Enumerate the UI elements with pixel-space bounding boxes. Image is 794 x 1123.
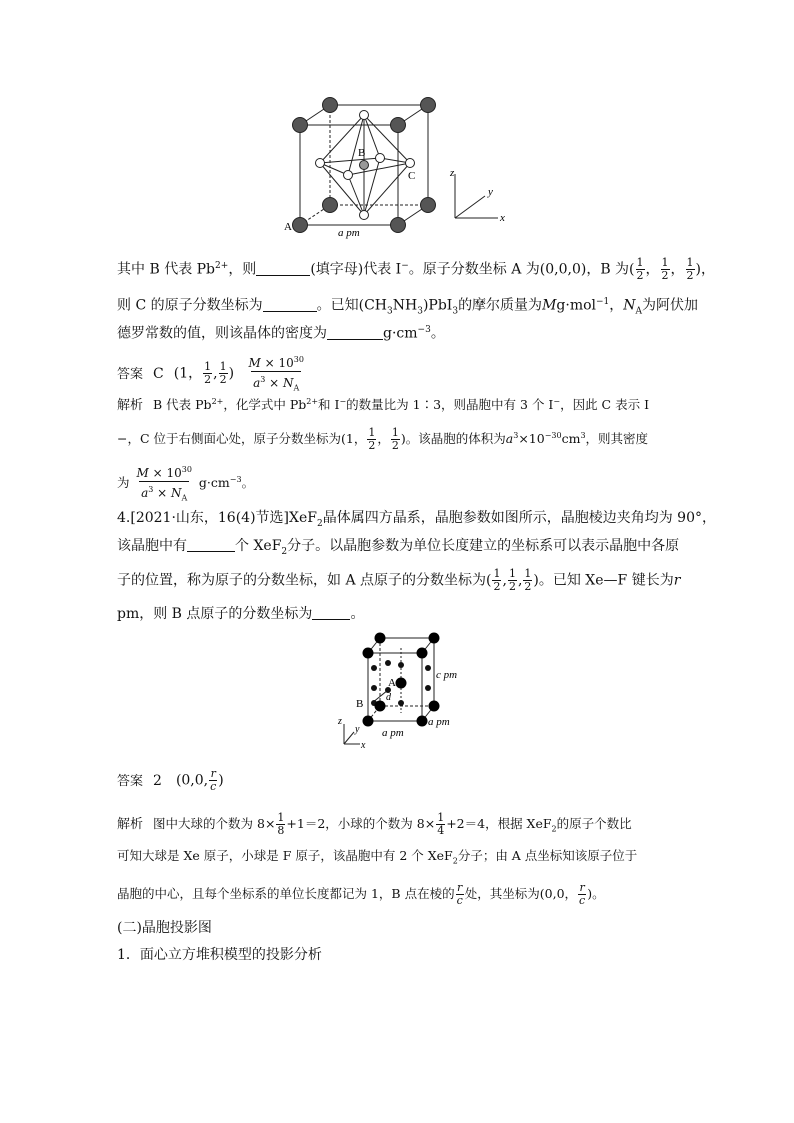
text: 。 [241, 475, 255, 491]
superscript: −3 [417, 325, 431, 335]
bond-length-symbol: r [673, 572, 681, 589]
subscript: 2 [316, 518, 323, 529]
fraction: $\frac{1}{2}$ [636, 256, 644, 283]
density-fraction: $\frac{M \times 10^{30}}{a^3 \times N_A}$ [248, 352, 303, 395]
label-a: A [388, 677, 396, 689]
superscript: 2+ [215, 261, 229, 271]
text: )PbI [422, 297, 453, 314]
text: 的数量比为 1∶3，则晶胞中有 3 个 I [346, 397, 554, 413]
fraction: $\frac{1}{4}$ [437, 811, 445, 837]
text: ，因此 C 表示 I [560, 397, 650, 413]
answer-blank-2 [263, 297, 317, 312]
text: )。已知 Xe—F 键长为 [533, 572, 674, 589]
edge-label: a pm [338, 227, 360, 239]
text: ，化学式中 Pb [223, 397, 307, 413]
superscript: 2+ [211, 397, 224, 406]
text: +1＝2，小球的个数为 8× [286, 816, 436, 831]
lattice-a: a [505, 431, 514, 447]
answer-blank-5 [312, 605, 350, 620]
text: 。已知(CH [316, 297, 388, 314]
density-fraction: $\frac{M \times 10^{30}}{a^3 \times N_A}$ [137, 462, 192, 505]
answer-value: 2 [153, 772, 162, 789]
superscript: − [339, 397, 347, 406]
fraction: $\frac{1}{2}$ [204, 360, 212, 387]
explanation-label: 解析 [117, 817, 144, 832]
fraction: $\frac{r}{c}$ [456, 881, 463, 907]
text: − [117, 431, 128, 447]
fraction: $\frac{1}{2}$ [508, 567, 516, 593]
label-a: A [284, 221, 292, 233]
text: 可知大球是 Xe 原子，小球是 F 原子，该晶胞中有 2 个 XeF [117, 848, 453, 863]
question-4-line-3: 子的位置，称为原子的分数坐标，如 A 点原子的分数坐标为( $\frac{1}{2}$ , $\frac{1}{2}$ , $\frac{1}{2}$ )。已知 Xe—F 键长为r [117, 567, 681, 593]
answer-blank-1 [256, 261, 310, 276]
text: )。该晶胞的体积为 [400, 431, 506, 447]
answer-label: 答案 [117, 366, 144, 382]
question-line-1 [117, 256, 715, 282]
text: 的原子个数比 [556, 816, 632, 831]
text: 为 [117, 475, 130, 491]
answer-blank-3 [327, 325, 383, 340]
text: 处，其坐标为(0,0， [464, 886, 578, 901]
molar-mass-symbol: M [542, 297, 557, 314]
item-title: 1．面心立方堆积模型的投影分析 [117, 947, 322, 963]
item-heading [117, 945, 322, 965]
subscript: 3 [452, 306, 459, 317]
text: NH [392, 297, 418, 314]
axis-z-label: z [450, 167, 455, 179]
explanation-2-line-1 [117, 812, 632, 840]
axis-x-label: x [500, 212, 505, 224]
axis-z-label: z [338, 716, 342, 727]
xef2-cell-figure [330, 628, 480, 753]
subscript: 2 [551, 824, 557, 834]
fraction: $\frac{1}{2}$ [368, 426, 376, 453]
text: 的摩尔质量为 [458, 297, 543, 314]
superscript: − [553, 397, 561, 406]
text: ，则 [228, 261, 257, 278]
answer-letter: C [153, 365, 164, 382]
answer-label: 答案 [117, 773, 144, 789]
text: cm [561, 431, 581, 447]
text: 。 [430, 325, 445, 342]
fraction: $\frac{1}{2}$ [661, 256, 669, 283]
answer-blank-4 [187, 537, 235, 552]
label-c-pm: c pm [436, 669, 458, 681]
label-d: d [386, 692, 391, 703]
text: 晶体属四方晶系，晶胞参数如图所示，晶胞棱边夹角均为 90°， [322, 510, 716, 526]
superscript: −1 [596, 297, 610, 307]
subscript: 3 [417, 306, 423, 317]
text: g·mol [556, 297, 596, 314]
section-title: (二)晶胞投影图 [117, 920, 212, 936]
question-line-2 [117, 292, 698, 321]
text: pm，则 B 点原子的分数坐标为 [117, 606, 313, 622]
superscript: 2+ [306, 397, 319, 406]
fraction: $\frac{1}{2}$ [686, 256, 694, 283]
label-b: B [358, 147, 366, 159]
superscript: −3 [229, 475, 242, 485]
explanation-2-line-2 [117, 846, 637, 872]
section-heading [117, 918, 212, 938]
text: ) [218, 772, 224, 789]
question-4-line-2 [117, 536, 679, 562]
text: ，C 位于右侧面心处，原子分数坐标为(1， [127, 431, 367, 447]
text: 子的位置，称为原子的分数坐标，如 A 点原子的分数坐标为( [117, 572, 492, 589]
text: 图中大球的个数为 8× [153, 816, 276, 831]
fraction: $\frac{1}{2}$ [391, 426, 399, 453]
text: 个 XeF [235, 538, 282, 554]
label-a-pm-right: a pm [428, 716, 450, 728]
superscript: 3 [513, 431, 519, 440]
text: ， [609, 297, 624, 314]
text: (填字母)代表 I [310, 261, 402, 278]
question-4-line-4 [117, 604, 364, 624]
text: (0,0, [175, 772, 209, 789]
answer-1: 答案 C (1， $\frac{1}{2}$ , $\frac{1}{2}$ ) $\frac{M \times 10^{30}}{a^3 \times N_A}$ [117, 352, 307, 395]
text: )。 [587, 886, 605, 901]
superscript: −30 [544, 431, 562, 440]
explanation-1-line-1 [117, 392, 649, 416]
fraction: $\frac{1}{2}$ [493, 567, 501, 593]
axis-y-label: y [488, 186, 493, 198]
answer-2 [117, 768, 224, 793]
fraction: $\frac{1}{2}$ [524, 567, 532, 593]
text: 为阿伏加 [642, 297, 699, 314]
text: 晶胞的中心，且每个坐标系的单位长度都记为 1，B 点在棱的 [117, 886, 455, 901]
text: 则 C 的原子分数坐标为 [117, 297, 263, 314]
text: B 代表 Pb [153, 397, 212, 413]
separator: ， [645, 261, 660, 278]
axis-y-label: y [355, 724, 360, 735]
label-a-pm-bottom: a pm [382, 727, 404, 739]
superscript: 3 [580, 431, 586, 440]
fraction: $\frac{r}{c}$ [579, 881, 586, 907]
text: 。 [350, 606, 365, 622]
text: g·cm [383, 325, 418, 342]
text: ，则其密度 [585, 431, 649, 447]
explanation-1-line-3 [117, 462, 254, 505]
separator: ， [670, 261, 685, 278]
subscript: 2 [281, 546, 288, 557]
text: g·cm [198, 475, 230, 491]
avogadro-symbol: N [623, 297, 636, 314]
question-line-3 [117, 320, 445, 344]
subscript: 3 [387, 306, 393, 317]
text: 分子。以晶胞参数为单位长度建立的坐标系可以表示晶胞中各原 [287, 538, 680, 554]
subscript: A [635, 306, 643, 317]
subscript: 2 [452, 856, 458, 866]
perovskite-cell-figure [280, 90, 520, 240]
text: 分子；由 A 点坐标知该原子位于 [457, 848, 638, 863]
text: 。原子分数坐标 A 为(0,0,0)，B 为( [408, 261, 635, 278]
label-c: C [408, 170, 416, 182]
text: ×10 [518, 431, 545, 447]
question-4-line-1 [117, 508, 716, 534]
fraction: $\frac{1}{2}$ [219, 360, 227, 387]
text: 其中 B 代表 Pb [117, 261, 216, 278]
text: +2＝4，根据 XeF [446, 816, 552, 831]
explanation-label: 解析 [117, 398, 144, 414]
text: (1， [173, 365, 203, 382]
superscript: − [401, 261, 409, 271]
text: 德罗常数的值，则该晶体的密度为 [117, 325, 327, 342]
text: 4.[2021·山东，16(4)节选]XeF [117, 510, 317, 526]
fraction: $\frac{r}{c}$ [210, 767, 217, 793]
explanation-2-line-3 [117, 882, 605, 907]
text: 和 I [318, 397, 340, 413]
fraction: $\frac{1}{8}$ [277, 811, 285, 837]
explanation-1-line-2: −，C 位于右侧面心处，原子分数坐标为(1， $\frac{1}{2}$ ， $\frac{1}{2}$ )。该晶胞的体积为$a^3\times 10^{-30}cm^3$，则其密度 [117, 426, 649, 453]
axis-x-label: x [361, 740, 366, 751]
label-b: B [356, 698, 364, 710]
text: )， [695, 261, 715, 278]
text: ) [228, 365, 235, 382]
text: 该晶胞中有 [117, 538, 187, 554]
